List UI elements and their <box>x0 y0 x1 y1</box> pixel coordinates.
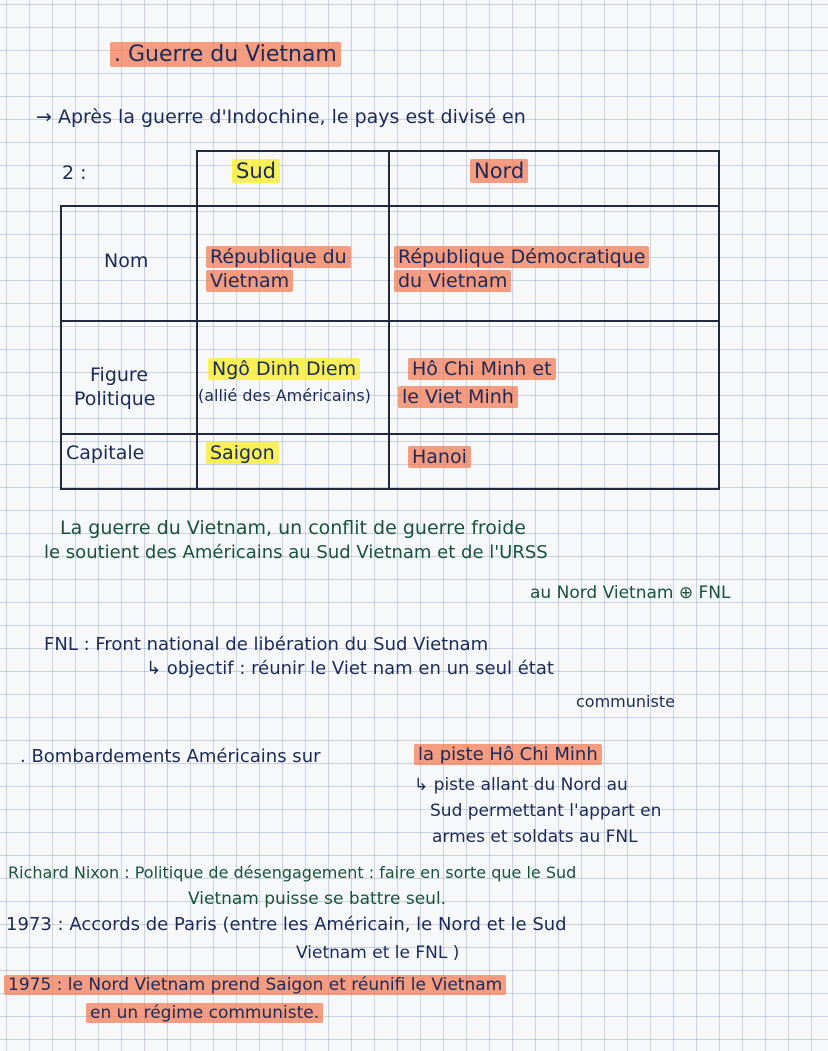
nom-nord-2: du Vietnam <box>394 270 511 292</box>
cold-war-line-2: le soutient des Américains au Sud Vietnam et de l'URSS <box>44 542 548 563</box>
nom-nord-1: République Démocratique <box>394 246 649 268</box>
cold-war-line-1: La guerre du Vietnam, un conflit de guerre froide <box>60 517 526 539</box>
col-header-sud: Sud <box>232 160 280 182</box>
nom-sud-2: Vietnam <box>206 270 293 292</box>
figure-nord-2: le Viet Minh <box>398 386 518 408</box>
intro-line-1: → Après la guerre d'Indochine, le pays est divisé en <box>36 106 526 128</box>
nixon-line-2: Vietnam puisse se battre seul. <box>188 889 447 909</box>
col-header-nord: Nord <box>470 160 528 182</box>
year-1975-line-2: en un régime communiste. <box>86 1002 323 1024</box>
intro-line-2: 2 : <box>62 162 87 184</box>
figure-nord-1: Hô Chi Minh et <box>408 358 556 380</box>
nixon-line-1: Richard Nixon : Politique de désengagement : faire en sorte que le Sud <box>8 863 577 882</box>
figure-sud-2: (allié des Américains) <box>198 386 371 405</box>
paris-1973-line-2: Vietnam et le FNL ) <box>296 943 460 963</box>
bombing-line-1b: la piste Hô Chi Minh <box>414 744 602 766</box>
nom-sud-1: République du <box>206 246 351 268</box>
capitale-sud: Saigon <box>206 442 279 464</box>
cold-war-line-3: au Nord Vietnam ⊕ FNL <box>530 583 731 603</box>
row-label-figure-2: Politique <box>74 388 156 410</box>
bombing-line-4: armes et soldats au FNL <box>432 827 638 847</box>
paris-1973-line-1: 1973 : Accords de Paris (entre les Américain, le Nord et le Sud <box>6 914 567 935</box>
bombing-line-2: ↳ piste allant du Nord au <box>414 775 628 795</box>
figure-sud-1: Ngô Dinh Diem <box>208 358 360 380</box>
fnl-line-1: FNL : Front national de libération du Sud Vietnam <box>44 634 489 655</box>
capitale-nord: Hanoi <box>408 446 471 468</box>
fnl-line-3: communiste <box>576 692 675 711</box>
row-label-nom: Nom <box>104 250 149 272</box>
year-1975-line-1: 1975 : le Nord Vietnam prend Saigon et réunifi le Vietnam <box>4 974 506 996</box>
page-title: . Guerre du Vietnam <box>110 44 341 66</box>
bombing-line-1a: . Bombardements Américains sur <box>20 746 321 767</box>
fnl-line-2: ↳ objectif : réunir le Viet nam en un seul état <box>146 658 554 679</box>
row-label-figure-1: Figure <box>90 364 149 386</box>
bombing-line-3: Sud permettant l'appart en <box>430 801 662 821</box>
row-label-capitale: Capitale <box>66 442 145 464</box>
